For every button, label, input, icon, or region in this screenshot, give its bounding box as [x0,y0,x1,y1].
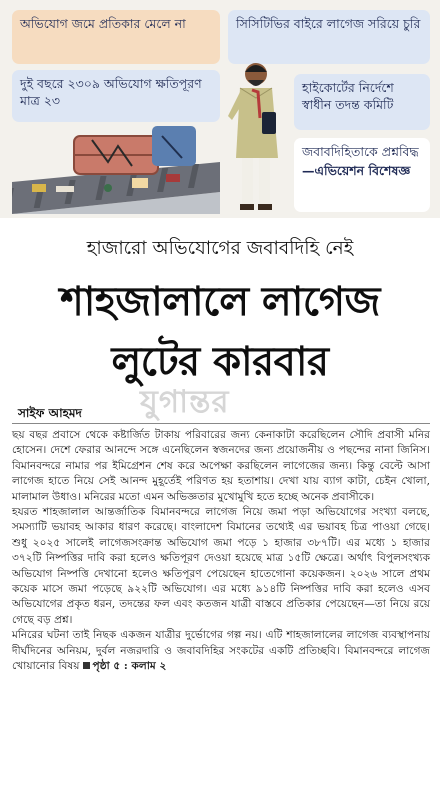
headline-kicker: হাজারো অভিযোগের জবাবদিহি নেই [86,238,354,259]
square-bullet-icon [83,662,90,669]
callout-cctv-theft [228,10,430,64]
continued-on-label: পৃষ্ঠা ৫ : কলাম ২ [92,660,167,673]
callout-text: দুই বছরে ২৩০৯ অভিযোগ ক্ষতিপূরণ মাত্র ২৩ [20,76,202,108]
divider [12,423,430,424]
quote-text: জবাবদিহিতাকে প্রশ্নবিদ্ধ [302,144,419,159]
callout-high-court [294,74,430,130]
traveler-illustration [222,58,294,216]
newspaper-watermark: যুগান্তর [140,384,230,420]
paragraph-3-text: মনিরের ঘটনা তাই নিছক একজন যাত্রীর দুর্ভোগের গল্প নয়। এটি শাহজালালের লাগেজ ব্যবস্থাপনায় দীর্ঘদিনের অনিয়ম, দুর্বল নজরদারি ও জবাবদিহির সংকটের একটি প্রতিচ্ছবি। বিমানবন্দরে লাগেজ খোয়ানোর বিষয় [12,629,430,673]
article-body [12,428,430,675]
luggage-carousel-illustration [12,122,220,214]
headline-line-2: লুটের কারবার [111,338,329,385]
paragraph-2: হযরত শাহজালাল আন্তর্জাতিক বিমানবন্দরে লাগেজ নিয়ে জমা পড়া অভিযোগের সংখ্যা বলছে, সমস্যাটি ভয়াবহ আকার ধারণ করেছে। বাংলাদেশ বিমানের তথ্যেই এর ভয়াবহ চিত্র পাওয়া গেছে। শুধু ২০২৫ সালেই লাগেজসংক্রান্ত অভিযোগ জমা পড়ে ১ হাজার ৩৮৭টি। এর মধ্যে ১ হাজার ৩৭২টি নিষ্পত্তির দাবি করা হলেও ক্ষতিপূরণ দেওয়া হয়েছে মাত্র ১৫টি ক্ষেত্রে। অর্থাৎ বিপুলসংখ্যক অভিযোগ নিষ্পত্তি দেখানো হলেও ক্ষতিপূরণ পেয়েছেন হাতেগোনা কয়েকজন। ২০২৬ সালে প্রথম কয়েক মাসে জমা পড়েছে ৯২২টি অভিযোগ। এর মধ্যে ৯১৪টি নিষ্পত্তির দাবি করা হলেও এসব অভিযোগের প্রকৃত ধরন, তদন্তের ফল এবং কতজন যাত্রী বাস্তবে প্রতিকার পেয়েছেন—তা নিয়ে রয়ে গেছে বড় প্রশ্ন। [12,506,430,626]
illustration-panel [0,0,440,218]
callout-text: হাইকোর্টের নির্দেশে স্বাধীন তদন্ত কমিটি [302,80,394,112]
paragraph-1: ছয় বছর প্রবাসে থেকে কষ্টার্জিত টাকায় পরিবারের জন্য কেনাকাটা করেছিলেন সৌদি প্রবাসী মনির হোসেন। দেশে ফেরার আনন্দে সঙ্গে এনেছিলেন স্বজনদের জন্য প্রয়োজনীয় ও পছন্দের নানা জিনিস। বিমানবন্দরে নামার পর ইমিগ্রেশন শেষ করে অপেক্ষা করছিলেন লাগেজের জন্য। কিন্তু বেল্টে আসা লাগেজ হাতে নিয়ে সেই আনন্দ মুহূর্তেই পরিণত হয় হতাশায়। দেখা যায় ব্যাগ কাটা, চেইন খোলা, মালামাল উধাও। মনিরের মতো এমন অভিজ্ঞতার মুখোমুখি হতে হচ্ছে অনেক প্রবাসীকে। [12,429,430,503]
callout-accountability-quote [294,138,430,212]
callout-complaint-stats [12,70,220,122]
callout-complaints-unresolved [12,10,220,64]
byline: সাইফ আহমদ [18,406,82,420]
callout-text: অভিযোগ জমে প্রতিকার মেলে না [20,16,186,31]
callout-text: সিসিটিভির বাইরে লাগেজ সরিয়ে চুরি [236,16,421,31]
paragraph-3 [12,628,430,674]
continued-on-link[interactable] [83,660,167,672]
quote-source: —এভিয়েশন বিশেষজ্ঞ [302,163,411,178]
headline-line-1: শাহজালালে লাগেজ [60,278,380,325]
